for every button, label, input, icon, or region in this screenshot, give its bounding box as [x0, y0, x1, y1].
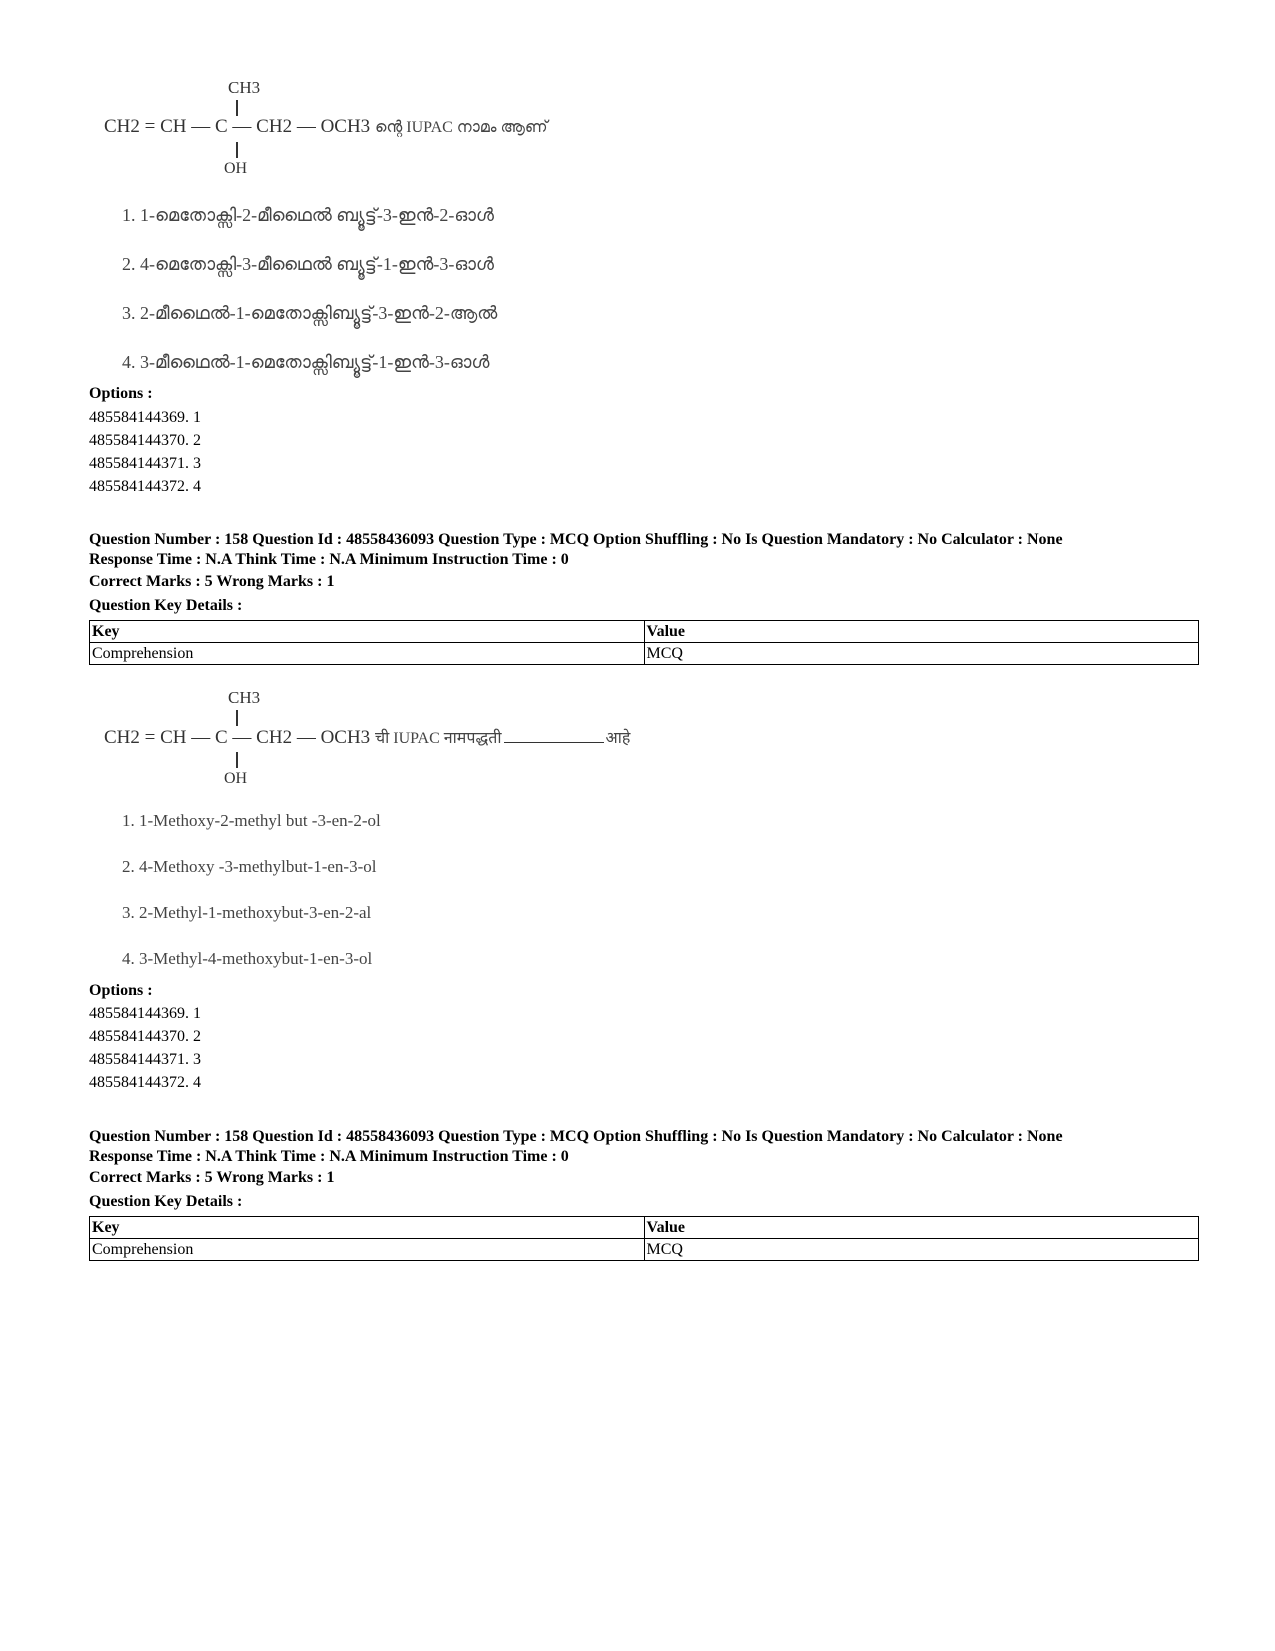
option-4: 485584144372. 4 [89, 1074, 201, 1091]
question-meta: Question Number : 158 Question Id : 48558436093 Question Type : MCQ Option Shuffling : No Is Question Mandatory : No Calculator : None Response Time : N.A Think Time : N.A Minimum Instruction Time : 0 [89, 1128, 1063, 1165]
option-4: 485584144372. 4 [89, 478, 201, 495]
figure-option-1: 1. 1-Methoxy-2-methyl but -3-en-2-ol [122, 811, 381, 830]
option-2: 485584144370. 2 [89, 1028, 201, 1045]
figure-option-1: 1. 1-മെതോക്സി-2-മീഥൈൽ ബ്യൂട്ട്-3-ഇൻ-2-ഓൾ [122, 205, 494, 225]
formula-oh: OH [224, 770, 248, 787]
key-details-title: Question Key Details : [89, 1193, 243, 1210]
figure-option-4: 4. 3-Methyl-4-methoxybut-1-en-3-ol [122, 949, 373, 968]
formula-main: CH2 = CH — C — CH2 — OCH3 ന്റെ IUPAC നാമം ആണ് [104, 116, 548, 137]
options-title: Options : [89, 385, 153, 402]
structural-formula [100, 72, 740, 192]
formula-suffix: ची IUPAC नामपद्धती [374, 730, 502, 747]
key-details-title: Question Key Details : [89, 597, 243, 614]
table-cell-value: MCQ [644, 643, 1199, 665]
formula-bond-top [236, 100, 238, 116]
table-header-value: Value [644, 1217, 1199, 1239]
table-header-key: Key [90, 621, 645, 643]
table-header-row [90, 621, 1199, 643]
figure-option-3: 3. 2-മീഥൈൽ-1-മെതോക്സിബ്യൂട്ട്-3-ഇൻ-2-ആൽ [122, 303, 498, 323]
figure-options [122, 808, 740, 992]
key-details-table [89, 1216, 1199, 1261]
table-cell-key: Comprehension [90, 1239, 645, 1261]
figure-option-4: 4. 3-മീഥൈൽ-1-മെതോക്സിബ്യൂട്ട്-1-ഇൻ-3-ഓൾ [122, 352, 490, 372]
figure-option-3: 3. 2-Methyl-1-methoxybut-3-en-2-al [122, 903, 372, 922]
figure-option-2: 2. 4-Methoxy -3-methylbut-1-en-3-ol [122, 857, 377, 876]
answer-blank [504, 728, 604, 743]
option-1: 485584144369. 1 [89, 409, 201, 426]
marks-line: Correct Marks : 5 Wrong Marks : 1 [89, 573, 335, 590]
option-2: 485584144370. 2 [89, 432, 201, 449]
formula-ch3: CH3 [228, 78, 261, 97]
formula-bond-top [236, 710, 238, 726]
figure-option-2: 2. 4-മെതോക്സി-3-മീഥൈൽ ബ്യൂട്ട്-1-ഇൻ-3-ഓൾ [122, 254, 494, 274]
table-header-row [90, 1217, 1199, 1239]
table-cell-value: MCQ [644, 1239, 1199, 1261]
figure-options [122, 202, 740, 398]
formula-main: CH2 = CH — C — CH2 — OCH3 ची IUPAC नामपद्धती आहे [104, 727, 631, 748]
option-1: 485584144369. 1 [89, 1005, 201, 1022]
table-cell-key: Comprehension [90, 643, 645, 665]
formula-oh: OH [224, 160, 248, 177]
question-figure-english [100, 682, 740, 992]
structural-formula [100, 682, 740, 802]
marks-line: Correct Marks : 5 Wrong Marks : 1 [89, 1169, 335, 1186]
key-details-table [89, 620, 1199, 665]
table-row [90, 643, 1199, 665]
table-row [90, 1239, 1199, 1261]
formula-bond-bottom [236, 142, 238, 158]
table-header-value: Value [644, 621, 1199, 643]
formula-bond-bottom [236, 752, 238, 768]
option-3: 485584144371. 3 [89, 1051, 201, 1068]
options-title: Options : [89, 982, 153, 999]
option-3: 485584144371. 3 [89, 455, 201, 472]
question-figure-malayalam [100, 72, 740, 398]
question-meta: Question Number : 158 Question Id : 48558436093 Question Type : MCQ Option Shuffling : No Is Question Mandatory : No Calculator : None Response Time : N.A Think Time : N.A Minimum Instruction Time : 0 [89, 531, 1063, 568]
formula-ch3: CH3 [228, 688, 261, 707]
formula-suffix-end: आहे [605, 730, 631, 747]
formula-suffix: ന്റെ IUPAC നാമം ആണ് [374, 119, 548, 136]
table-header-key: Key [90, 1217, 645, 1239]
